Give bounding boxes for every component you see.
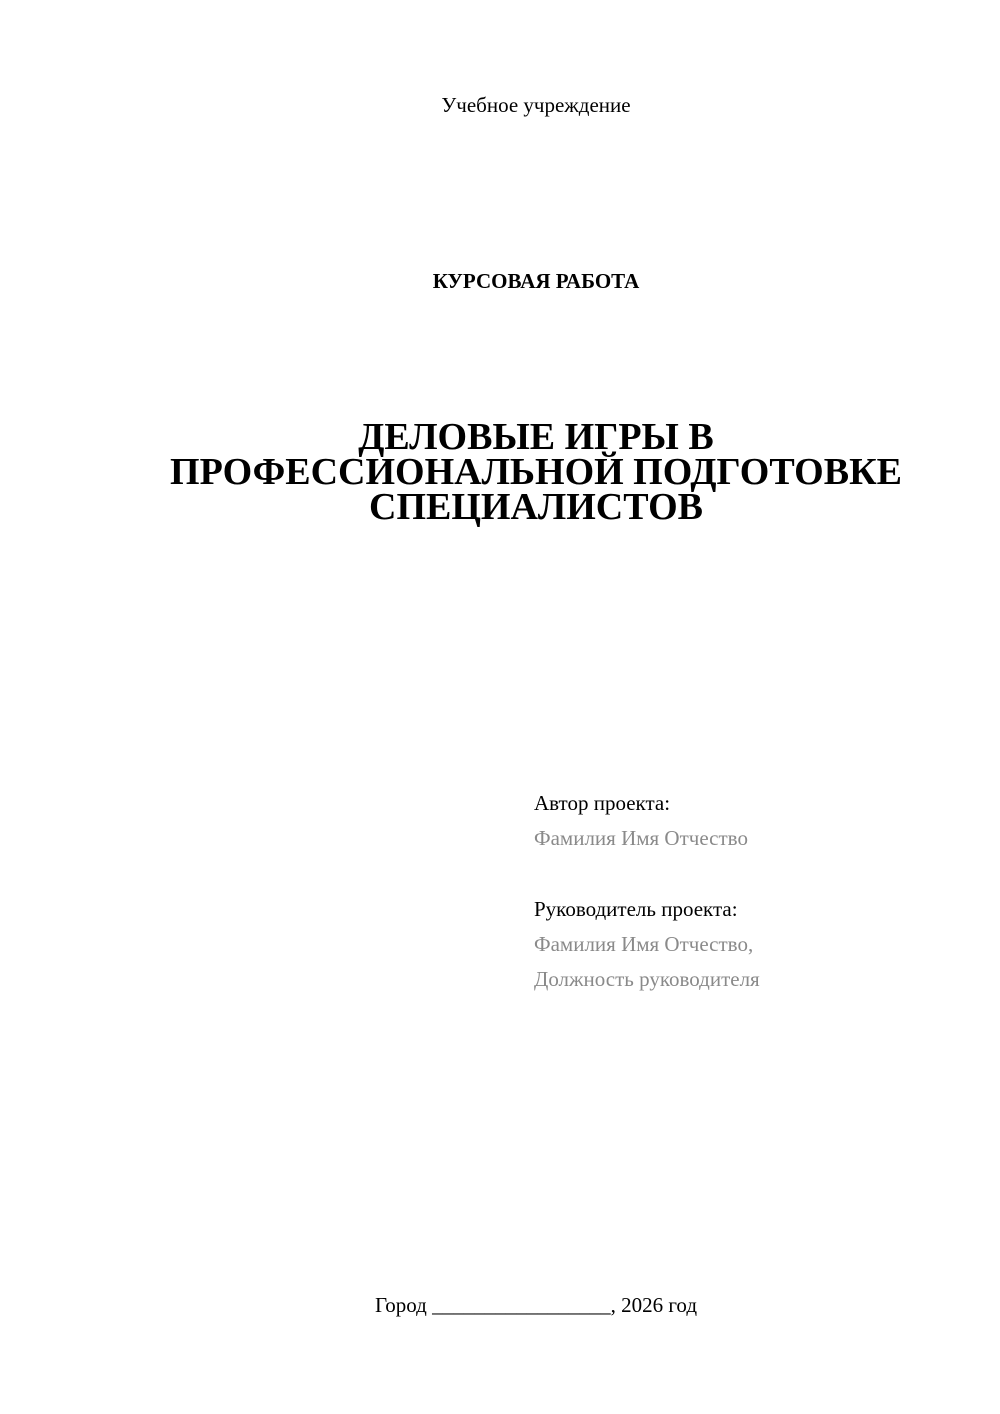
supervisor-position: Должность руководителя	[534, 967, 760, 991]
credits-block	[534, 786, 974, 997]
title-line: ПРОФЕССИОНАЛЬНОЙ ПОДГОТОВКЕ	[170, 451, 902, 493]
work-type-heading: КУРСОВАЯ РАБОТА	[432, 269, 640, 293]
supervisor-label: Руководитель проекта:	[534, 897, 738, 921]
title-line: ДЕЛОВЫЕ ИГРЫ В	[358, 416, 714, 458]
author-name: Фамилия Имя Отчество	[534, 826, 748, 850]
supervisor-name: Фамилия Имя Отчество,	[534, 932, 754, 956]
institution-name: Учебное учреждение	[441, 93, 631, 117]
author-label: Автор проекта:	[534, 791, 671, 815]
document-title	[100, 416, 972, 528]
title-line: СПЕЦИАЛИСТОВ	[369, 486, 703, 528]
spacer	[534, 856, 974, 892]
city-year-footer: Город _________________, 2026 год	[374, 1293, 698, 1317]
